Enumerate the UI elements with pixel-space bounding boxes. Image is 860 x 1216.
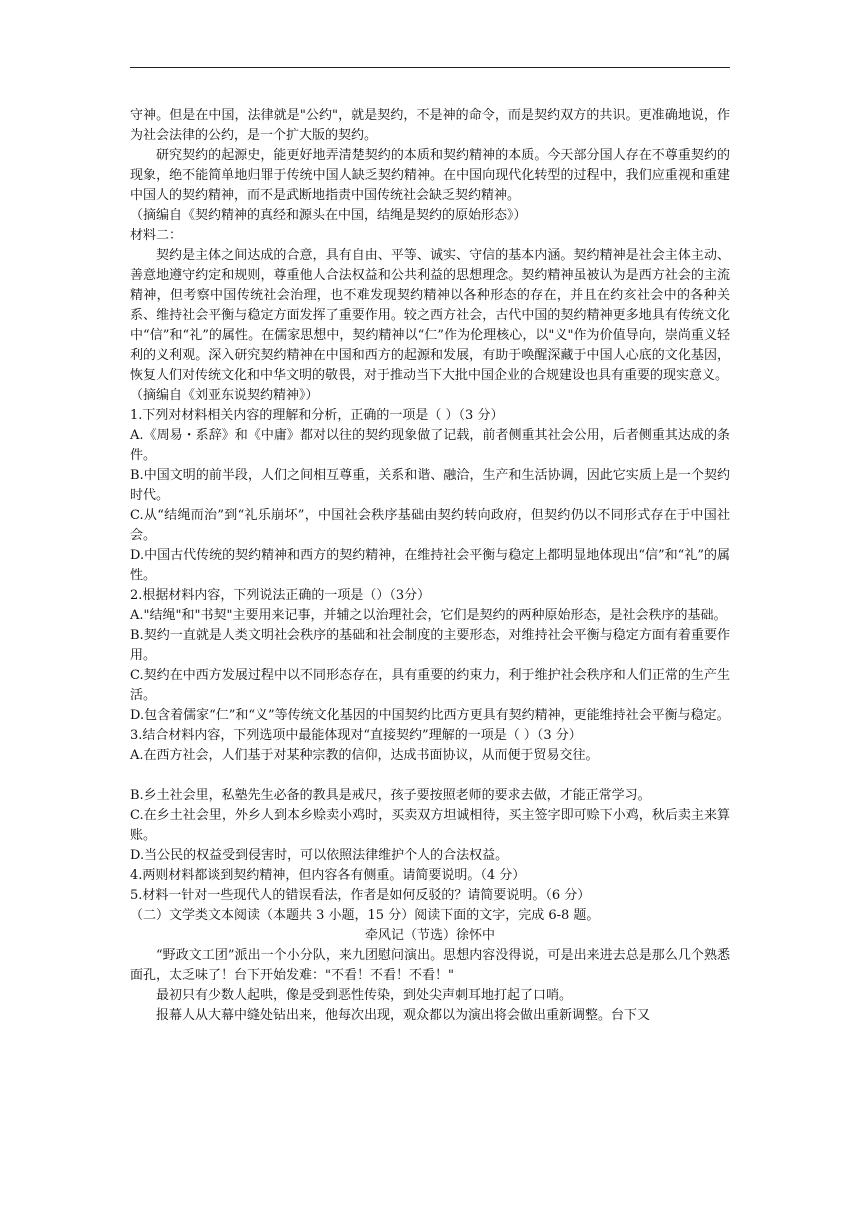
paragraph: （摘编自《刘亚东说契约精神》）: [130, 388, 319, 403]
paragraph: B.中国文明的前半段，人们之间相互尊重，关系和谐、融洽，生产和生活协调，因此它实质上是一个契约时代。: [130, 468, 730, 503]
paragraph: [130, 766, 730, 786]
paragraph: 1.下列对材料相关内容的理解和分析，正确的一项是（ ）（3 分）: [130, 408, 504, 423]
paragraph: 材料二：: [130, 228, 183, 243]
paragraph: B.乡土社会里，私塾先生必备的教具是戒尺，孩子要按照老师的要求去做，才能正常学习。: [130, 788, 651, 803]
paragraph: 研究契约的起源史，能更好地弄清楚契约的本质和契约精神的本质。今天部分国人存在不尊重契约的现象，绝不能简单地归罪于传统中国人缺乏契约精神。在中国向现代化转型的过程中，我们应重视和重建中国人的契约精神，而不是武断地指责中国传统社会缺乏契约精神。: [130, 148, 730, 203]
paragraph: 3.结合材料内容，下列选项中最能体现对“直接契约”理解的一项是（ ）（3 分）: [130, 728, 582, 743]
paragraph: C.在乡土社会里，外乡人到本乡赊卖小鸡时，买卖双方坦诚相待，买主签字即可赊下小鸡，秋后卖主来算账。: [130, 808, 730, 843]
paragraph: C.契约在中西方发展过程中以不同形态存在，具有重要的约束力，利于维护社会秩序和人们正常的生产生活。: [130, 668, 730, 703]
paragraph: A.《周易・系辞》和《中庸》都对以往的契约现象做了记载，前者侧重其社会公用，后者侧重其达成的条件。: [130, 428, 730, 463]
paragraph: A.在西方社会，人们基于对某种宗教的信仰，达成书面协议，从而便于贸易交往。: [130, 748, 599, 763]
paragraph: 报幕人从大幕中缝处钻出来，他每次出现，观众都以为演出将会做出重新调整。台下又: [156, 1008, 651, 1023]
paragraph: 最初只有少数人起哄，像是受到恶性传染，到处尖声刺耳地打起了口哨。: [156, 988, 573, 1003]
paragraph: 4.两则材料都谈到契约精神，但内容各有侧重。请简要说明。（4 分）: [130, 868, 526, 883]
paragraph: “野政文工团”派出一个小分队，来九团慰问演出。思想内容没得说，可是出来进去总是那么几个熟悉面孔，太乏味了！台下开始发难："不看！不看！不看！": [130, 948, 730, 983]
paragraph: C.从“结绳而治”到“礼乐崩坏”，中国社会秩序基础由契约转向政府，但契约仍以不同形式存在于中国社会。: [130, 508, 730, 543]
document-body: [130, 106, 730, 1026]
paragraph: D.包含着儒家“仁”和“义”等传统文化基因的中国契约比西方更具有契约精神，更能维持社会平衡与稳定。: [130, 708, 730, 723]
paragraph: 契约是主体之间达成的合意，具有自由、平等、诚实、守信的基本内涵。契约精神是社会主体主动、善意地遵守约定和规则，尊重他人合法权益和公共利益的思想理念。契约精神虽被认为是西方社会的主流精神，但考察中国传统社会治理，也不难发现契约精神以各种形态的存在，并且在约亥社会中的各种关系、维持社会平衡与稳定方面发挥了重要作用。较之西方社会，古代中国的契约精神更多地具有传统文化中“信”和“礼”的属性。在儒家思想中，契约精神以“仁”作为伦理核心，以"义"作为价值导向，崇尚重义轻利的义利观。深入研究契约精神在中国和西方的起源和发展，有助于唤醒深藏于中国人心底的文化基因，恢复人们对传统文化和中华文明的敬畏，对于推动当下大批中国企业的合规建设也具有重要的现实意义。: [130, 248, 730, 383]
paragraph: 守神。但是在中国，法律就是"公约"，就是契约，不是神的命令，而是契约双方的共识。更准确地说，作为社会法律的公约，是一个扩大版的契约。: [130, 108, 730, 143]
paragraph: （二）文学类文本阅读（本题共 3 小题，15 分）阅读下面的文字，完成 6-8 题。: [130, 908, 600, 923]
paragraph: A."结绳"和"书契"主要用来记事，并辅之以治理社会，它们是契约的两种原始形态，是社会秩序的基础。: [130, 608, 727, 623]
paragraph: B.契约一直就是人类文明社会秩序的基础和社会制度的主要形态，对维持社会平衡与稳定方面有着重要作用。: [130, 628, 730, 663]
paragraph: （摘编自《契约精神的真经和源头在中国，结绳是契约的原始形态》）: [130, 208, 527, 223]
paragraph: 5.材料一针对一些现代人的错误看法，作者是如何反驳的？请简要说明。（6 分）: [130, 888, 591, 903]
paragraph: 2.根据材料内容，下列说法正确的一项是（）（3分）: [130, 588, 431, 603]
header-rule: [130, 67, 730, 68]
paragraph: D.当公民的权益受到侵害时，可以依照法律维护个人的合法权益。: [130, 848, 509, 863]
paragraph: D.中国古代传统的契约精神和西方的契约精神，在维持社会平衡与稳定上都明显地体现出“信”和“礼”的属性。: [130, 548, 730, 583]
paragraph: 牵风记（节选）徐怀中: [364, 928, 495, 943]
